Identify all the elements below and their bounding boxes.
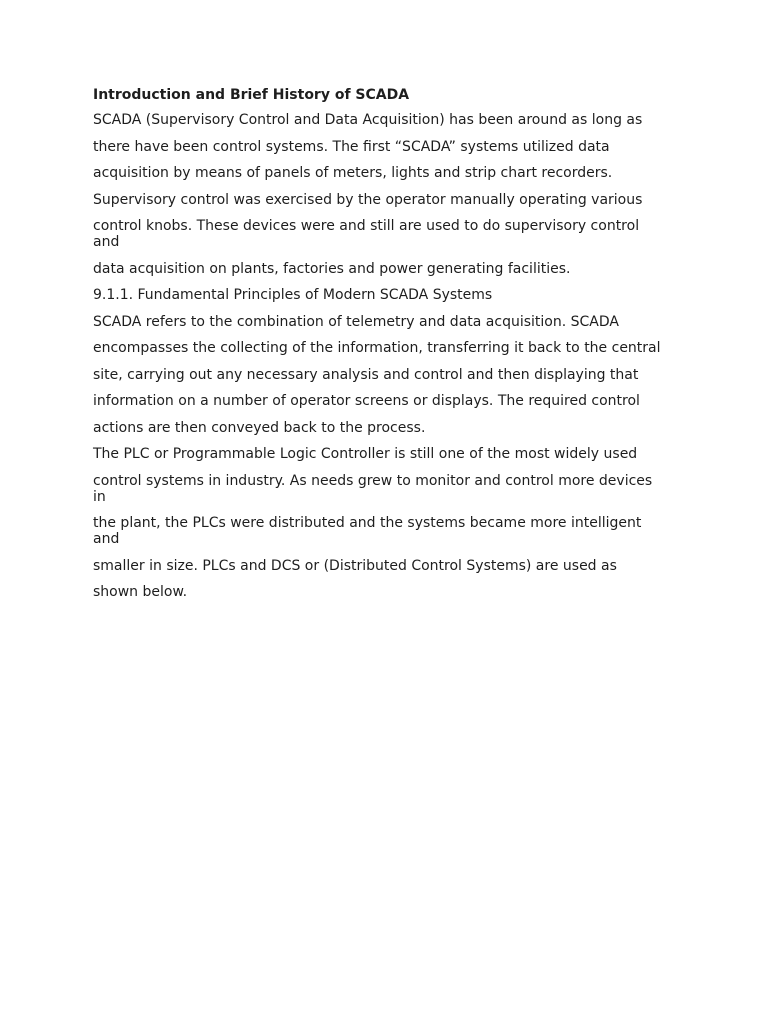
text-line-10: site, carrying out any necessary analysis and control and then displaying that bbox=[93, 366, 639, 383]
text-line-6: data acquisition on plants, factories and power generating facilities. bbox=[93, 260, 571, 277]
text-line-17: shown below. bbox=[93, 584, 188, 600]
document-title: Introduction and Brief History of SCADA bbox=[93, 87, 410, 103]
text-line-15: the plant, the PLCs were distributed and the systems became more intelligent bbox=[93, 515, 642, 531]
text-line-16: smaller in size. PLCs and DCS or (Distributed Control Systems) are used as bbox=[93, 557, 617, 574]
text-line-14-wrap: in bbox=[93, 488, 106, 505]
text-line-14: control systems in industry. As needs grew to monitor and control more devices bbox=[93, 472, 653, 489]
text-line-13: The PLC or Programmable Logic Controller is still one of the most widely used bbox=[93, 446, 638, 462]
text-line-4: Supervisory control was exercised by the operator manually operating various bbox=[93, 191, 643, 208]
text-line-5-wrap: and bbox=[93, 234, 120, 250]
text-line-1: SCADA (Supervisory Control and Data Acquisition) has been around as long as bbox=[93, 112, 643, 128]
document-body bbox=[93, 86, 683, 600]
text-line-3: acquisition by means of panels of meters, lights and strip chart recorders. bbox=[93, 165, 613, 181]
text-line-12: actions are then conveyed back to the process. bbox=[93, 419, 426, 436]
text-line-11: information on a number of operator screens or displays. The required control bbox=[93, 393, 640, 409]
text-line-15-wrap: and bbox=[93, 531, 120, 547]
text-line-2: there have been control systems. The first “SCADA” systems utilized data bbox=[93, 138, 610, 155]
text-line-9: encompasses the collecting of the information, transferring it back to the central bbox=[93, 340, 661, 356]
text-line-8: SCADA refers to the combination of telemetry and data acquisition. SCADA bbox=[93, 313, 619, 330]
text-line-5: control knobs. These devices were and still are used to do supervisory control bbox=[93, 218, 640, 234]
section-heading: 9.1.1. Fundamental Principles of Modern SCADA Systems bbox=[93, 287, 493, 303]
